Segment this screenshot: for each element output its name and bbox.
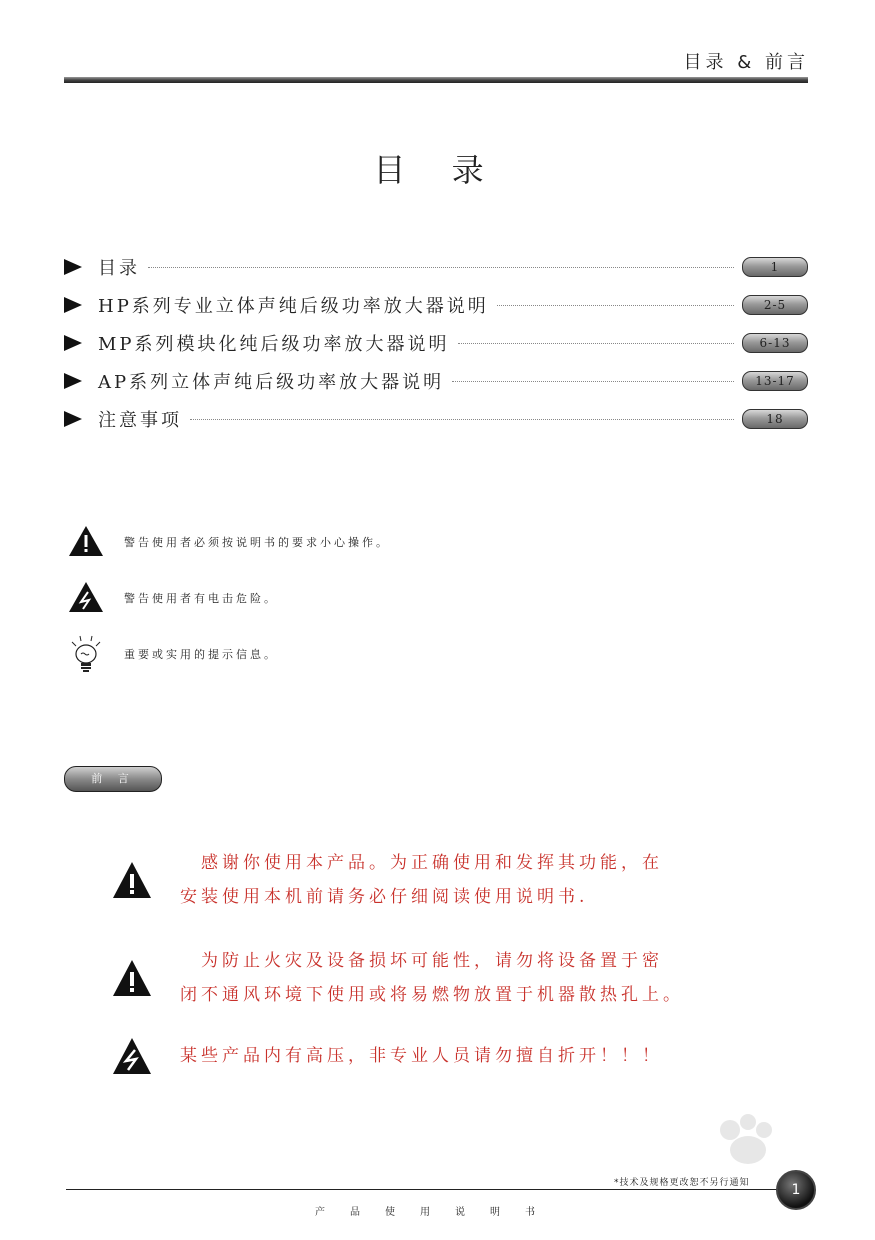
toc-page-badge: 1 bbox=[742, 257, 808, 277]
legend-row bbox=[66, 634, 278, 674]
toc-leader bbox=[148, 267, 734, 268]
footer-note: *技术及规格更改恕不另行通知 bbox=[614, 1178, 750, 1188]
electric-shock-icon bbox=[66, 578, 106, 618]
warning-line: 闭不通风环境下使用或将易燃物放置于机器散热孔上。 bbox=[180, 985, 684, 1005]
footer-text: 产品使用说明书 bbox=[315, 1207, 560, 1218]
toc-row[interactable] bbox=[64, 248, 808, 286]
warning-text bbox=[180, 846, 663, 914]
toc-row[interactable] bbox=[64, 286, 808, 324]
toc-label: 注意事项 bbox=[98, 410, 182, 431]
arrow-right-icon bbox=[64, 259, 82, 275]
legend-text: 警告使用者有电击危险。 bbox=[124, 592, 278, 605]
warning-text bbox=[180, 944, 684, 1012]
header-title: 目录 & 前言 bbox=[683, 52, 809, 73]
toc-leader bbox=[190, 419, 734, 420]
toc-page-badge: 2-5 bbox=[742, 295, 808, 315]
table-of-contents bbox=[64, 248, 808, 438]
light-bulb-icon bbox=[66, 634, 106, 674]
legend-row bbox=[66, 522, 390, 562]
warning-line: 安装使用本机前请务必仔细阅读使用说明书. bbox=[180, 887, 589, 907]
toc-row[interactable] bbox=[64, 362, 808, 400]
warning-text bbox=[180, 1039, 663, 1073]
electric-shock-icon bbox=[110, 1034, 154, 1078]
toc-label: MP系列模块化纯后级功率放大器说明 bbox=[98, 334, 450, 355]
legend-row bbox=[66, 578, 278, 618]
warning-line: 某些产品内有高压，非专业人员请勿擅自折开！！！ bbox=[180, 1046, 663, 1066]
toc-row[interactable] bbox=[64, 324, 808, 362]
warning-line: 感谢你使用本产品。为正确使用和发挥其功能，在 bbox=[180, 853, 663, 873]
arrow-right-icon bbox=[64, 335, 82, 351]
toc-row[interactable] bbox=[64, 400, 808, 438]
toc-page-badge: 13-17 bbox=[742, 371, 808, 391]
warning-block bbox=[110, 846, 663, 914]
warning-block bbox=[110, 1034, 663, 1078]
toc-label: AP系列立体声纯后级功率放大器说明 bbox=[98, 372, 445, 393]
header-bar bbox=[64, 77, 808, 83]
toc-page-badge: 6-13 bbox=[742, 333, 808, 353]
page-title: 目 录 bbox=[373, 151, 502, 189]
preface-label: 前 言 bbox=[64, 766, 162, 792]
warning-icon bbox=[110, 956, 154, 1000]
arrow-right-icon bbox=[64, 411, 82, 427]
toc-label: 目录 bbox=[98, 258, 140, 279]
page-number: 1 bbox=[776, 1170, 816, 1210]
legend-text: 重要或实用的提示信息。 bbox=[124, 648, 278, 661]
toc-leader bbox=[458, 343, 734, 344]
arrow-right-icon bbox=[64, 297, 82, 313]
toc-label: HP系列专业立体声纯后级功率放大器说明 bbox=[98, 296, 489, 317]
toc-page-badge: 18 bbox=[742, 409, 808, 429]
toc-leader bbox=[452, 381, 734, 382]
legend-text: 警告使用者必须按说明书的要求小心操作。 bbox=[124, 536, 390, 549]
warning-icon bbox=[66, 522, 106, 562]
watermark-logo bbox=[620, 1108, 820, 1198]
toc-leader bbox=[497, 305, 734, 306]
warning-line: 为防止火灾及设备损坏可能性，请勿将设备置于密 bbox=[180, 951, 663, 971]
warning-icon bbox=[110, 858, 154, 902]
arrow-right-icon bbox=[64, 373, 82, 389]
warning-block bbox=[110, 944, 684, 1012]
